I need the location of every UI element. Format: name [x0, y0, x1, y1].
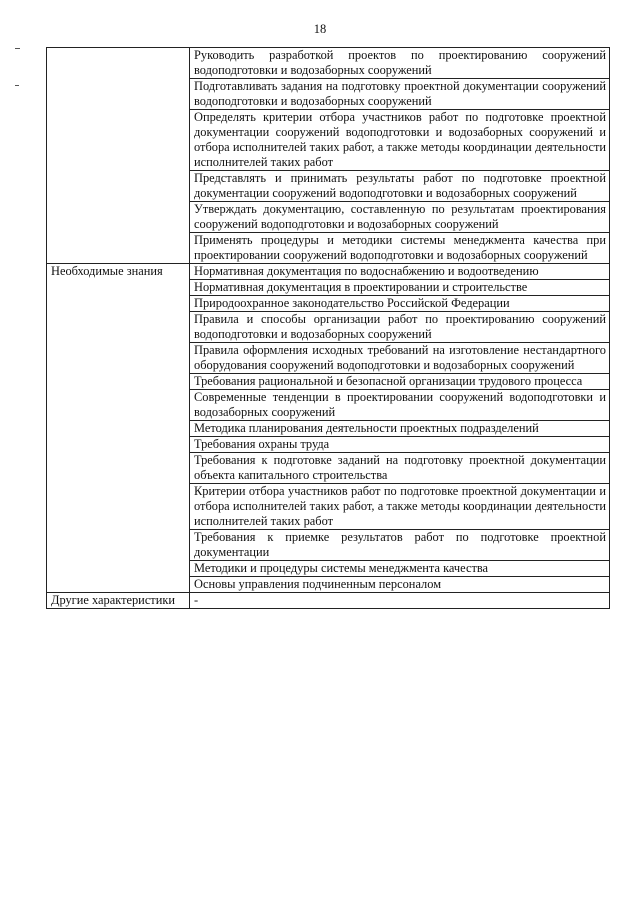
table-cell: Природоохранное законодательство Российской Федерации [190, 296, 610, 312]
table-cell: Определять критерии отбора участников работ по подготовке проектной документации сооружений водоподготовки и водозаборных сооружений и отбора исполнителей таких работ, а также методы координации деятельности исполнителей таких работ [190, 110, 610, 171]
table-cell: Методика планирования деятельности проектных подразделений [190, 421, 610, 437]
table-cell: Правила и способы организации работ по проектированию сооружений водоподготовки и водозаборных сооружений [190, 312, 610, 343]
table-cell: Требования к приемке результатов работ по подготовке проектной документации [190, 530, 610, 561]
page-number: 18 [313, 22, 327, 36]
table-cell: Нормативная документация в проектировании и строительстве [190, 280, 610, 296]
table-row [47, 593, 610, 609]
competency-table-body [47, 48, 610, 609]
table-cell: Утверждать документацию, составленную по результатам проектирования сооружений водоподготовки и водозаборных сооружений [190, 202, 610, 233]
table-cell: Основы управления подчиненным персоналом [190, 577, 610, 593]
row-label: Другие характеристики [47, 593, 190, 609]
row-label: Необходимые знания [47, 264, 190, 593]
row-label [47, 48, 190, 264]
table-row [47, 264, 610, 280]
table-cell: Критерии отбора участников работ по подготовке проектной документации и отбора исполнителей таких работ, а также методы координации деятельности исполнителей таких работ [190, 484, 610, 530]
competency-table [46, 47, 610, 609]
table-cell: - [190, 593, 610, 609]
table-cell: Руководить разработкой проектов по проектированию сооружений водоподготовки и водозаборных сооружений [190, 48, 610, 79]
table-cell: Нормативная документация по водоснабжению и водоотведению [190, 264, 610, 280]
margin-mark [15, 48, 20, 49]
table-cell: Представлять и принимать результаты работ по подготовке проектной документации сооружений водоподготовки и водозаборных сооружений [190, 171, 610, 202]
table-cell: Методики и процедуры системы менеджмента качества [190, 561, 610, 577]
table-cell: Требования к подготовке заданий на подготовку проектной документации объекта капитального строительства [190, 453, 610, 484]
table-cell: Правила оформления исходных требований на изготовление нестандартного оборудования сооружений водоподготовки и водозаборных сооружений [190, 343, 610, 374]
margin-mark [15, 85, 19, 86]
table-cell: Требования охраны труда [190, 437, 610, 453]
table-row [47, 48, 610, 79]
table-cell: Требования рациональной и безопасной организации трудового процесса [190, 374, 610, 390]
table-cell: Подготавливать задания на подготовку проектной документации сооружений водоподготовки и водозаборных сооружений [190, 79, 610, 110]
table-cell: Применять процедуры и методики системы менеджмента качества при проектировании сооружений водоподготовки и водозаборных сооружений [190, 233, 610, 264]
table-cell: Современные тенденции в проектировании сооружений водоподготовки и водозаборных сооружений [190, 390, 610, 421]
